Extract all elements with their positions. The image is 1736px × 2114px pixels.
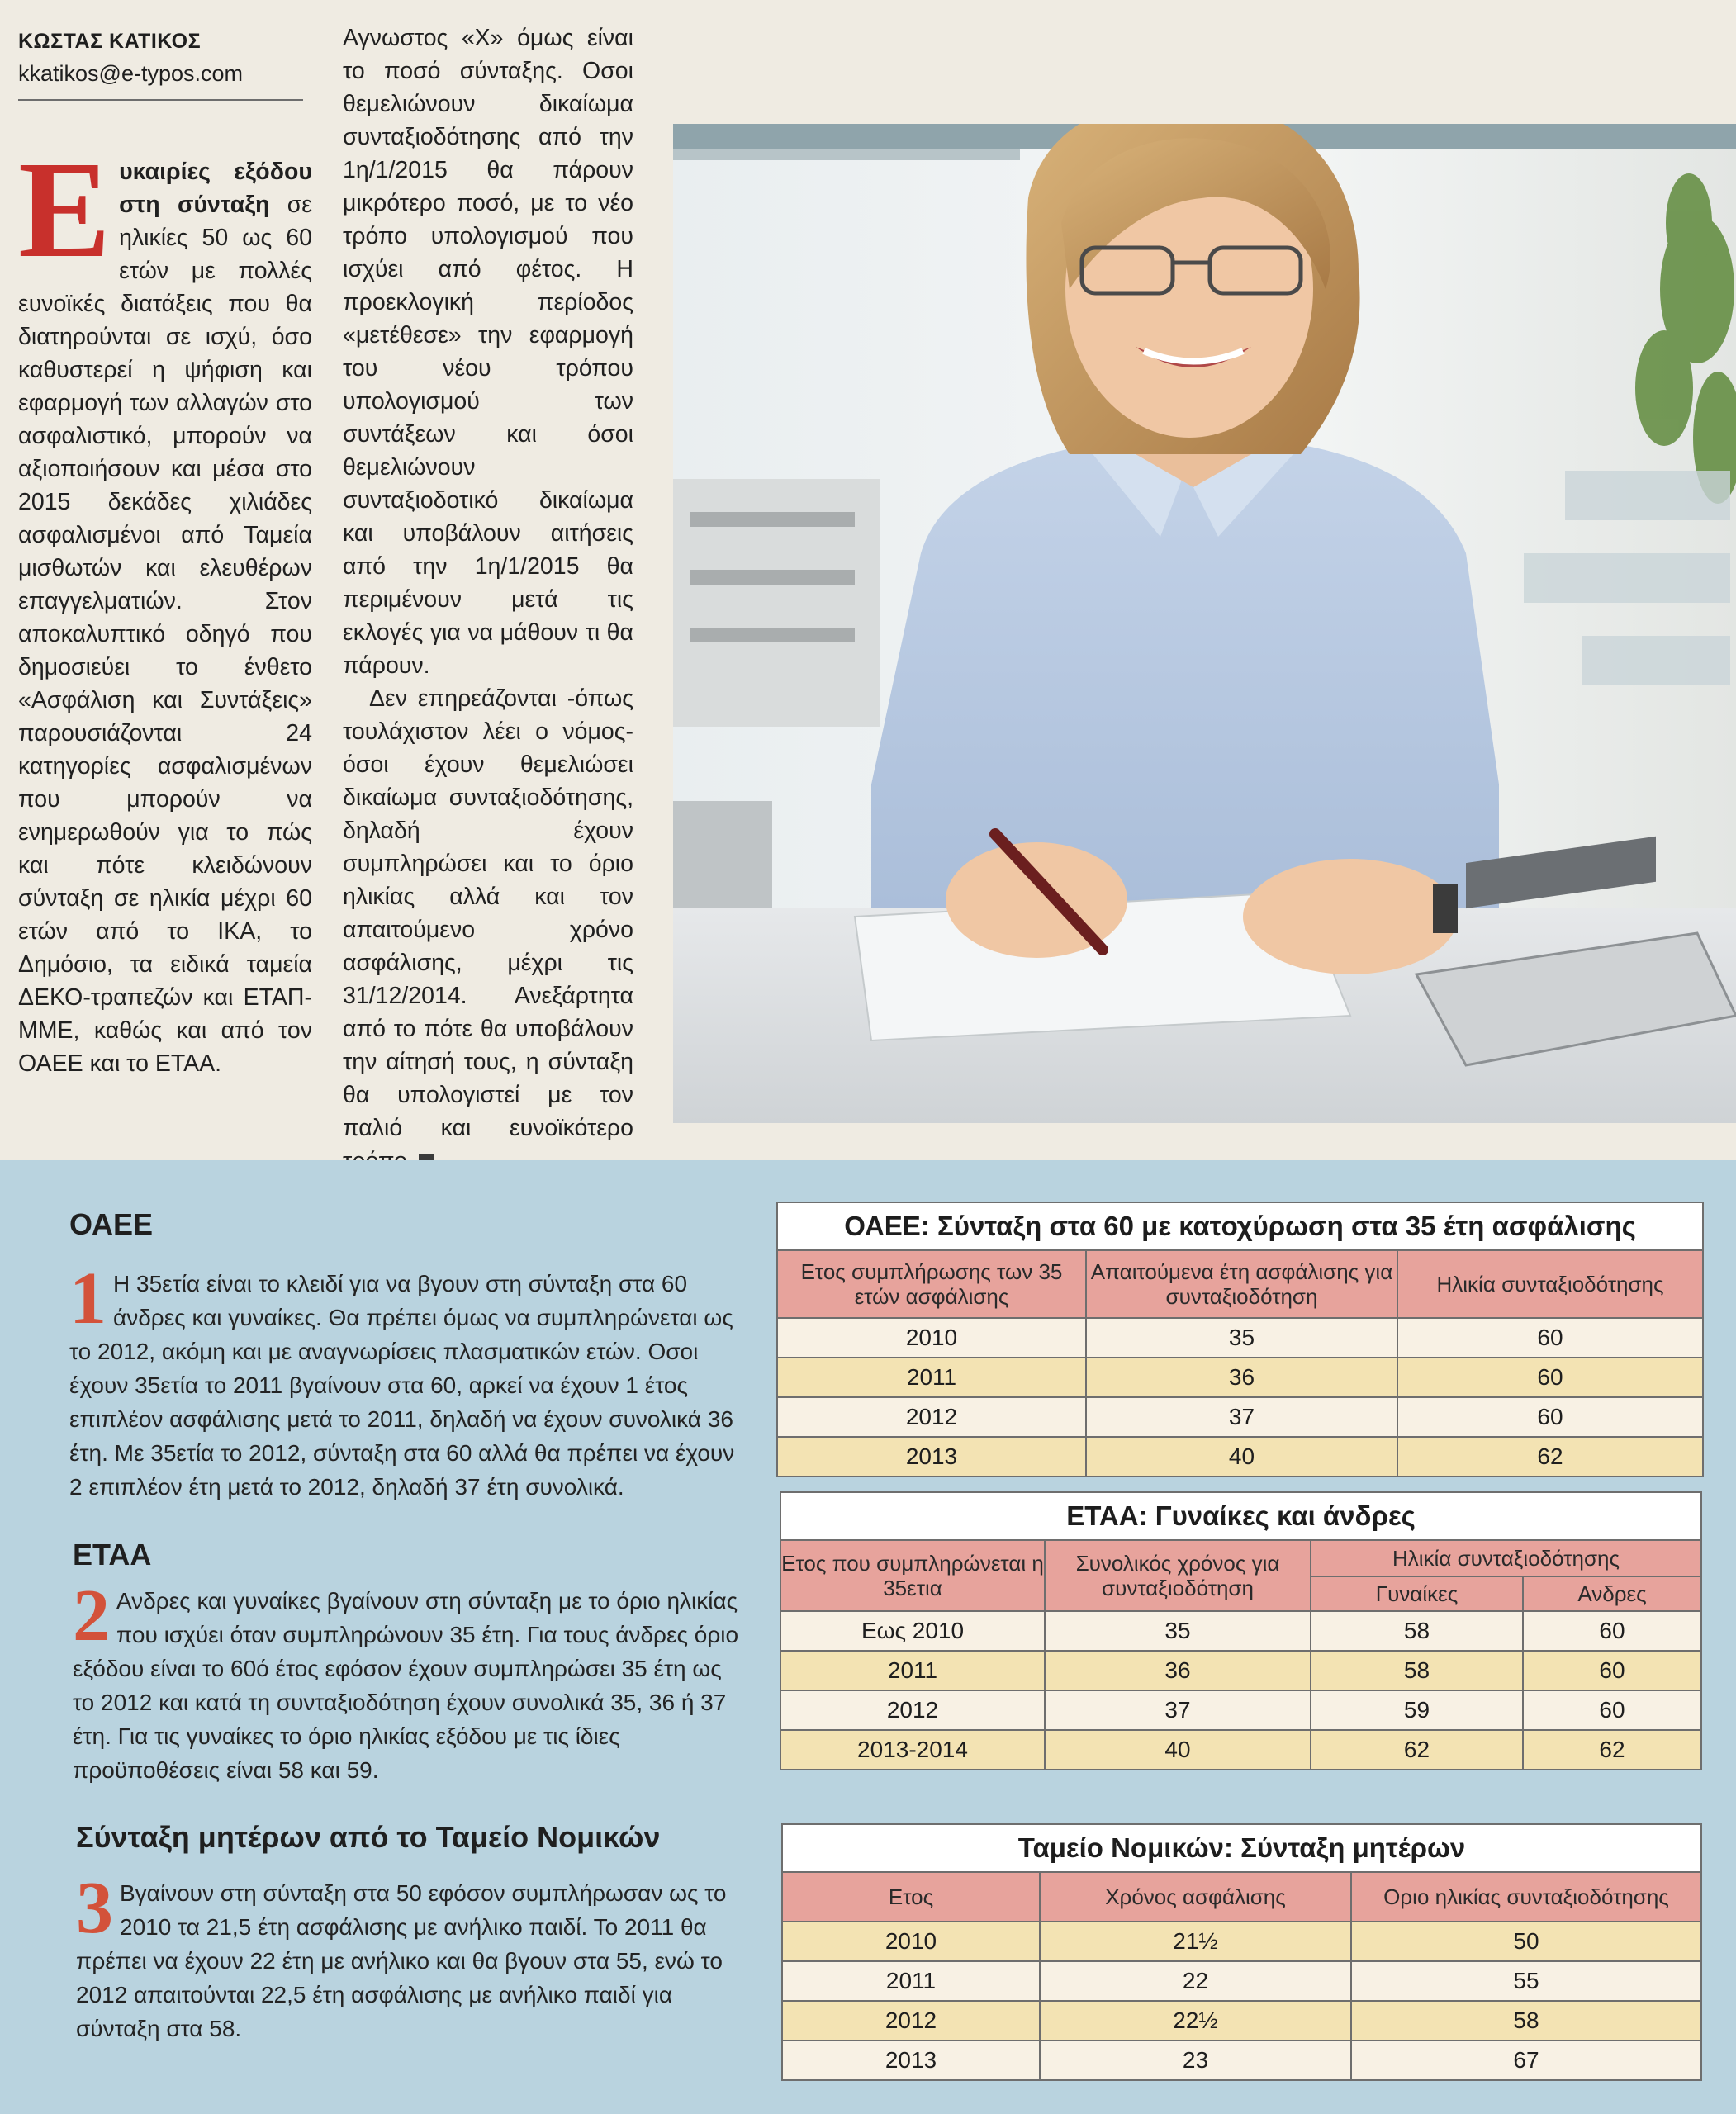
table-oaee xyxy=(776,1202,1704,1477)
byline-email[interactable]: kkatikos@e-typos.com xyxy=(18,61,243,86)
table-row xyxy=(780,1651,1701,1690)
table-cell: Εως 2010 xyxy=(780,1611,1045,1651)
table-header: Ηλικία συνταξιοδότησης xyxy=(1397,1250,1703,1318)
section-heading-nomikon: Σύνταξη μητέρων από το Ταμείο Νομικών xyxy=(76,1820,661,1854)
table-nomikon xyxy=(781,1823,1702,2081)
article-column-1 xyxy=(18,133,312,1080)
table-cell: 40 xyxy=(1045,1730,1311,1770)
table-cell: 58 xyxy=(1311,1611,1523,1651)
table-cell: 60 xyxy=(1397,1318,1703,1358)
table-header: Χρόνος ασφάλισης xyxy=(1040,1872,1351,1922)
table-cell: 22½ xyxy=(1040,2001,1351,2041)
table-cell: 2013-2014 xyxy=(780,1730,1045,1770)
table-row xyxy=(782,2041,1701,2080)
table-cell: 60 xyxy=(1523,1611,1701,1651)
table-cell: 36 xyxy=(1086,1358,1397,1397)
table-cell: 50 xyxy=(1351,1922,1701,1961)
table-cell: 2010 xyxy=(782,1922,1040,1961)
table-cell: 67 xyxy=(1351,2041,1701,2080)
table-row xyxy=(782,1922,1701,1961)
table-header: Ετος xyxy=(782,1872,1040,1922)
table-cell: 62 xyxy=(1397,1437,1703,1476)
table-header: Ετος συμπλήρωσης των 35 ετών ασφάλισης xyxy=(777,1250,1086,1318)
table-cell: 60 xyxy=(1523,1690,1701,1730)
woman-at-desk-illustration xyxy=(673,124,1736,1123)
article-photo xyxy=(673,124,1736,1123)
section-number: 1 xyxy=(69,1258,107,1339)
table-cell: 2013 xyxy=(777,1437,1086,1476)
table-header: Συνολικός χρόνος για συνταξιοδότηση xyxy=(1045,1540,1311,1611)
table-cell: 37 xyxy=(1086,1397,1397,1437)
table-cell: 62 xyxy=(1311,1730,1523,1770)
table-etaa xyxy=(780,1491,1702,1770)
section-body: Ανδρες και γυναίκες βγαίνουν στη σύνταξη με το όριο ηλικίας που ισχύει όταν συμπληρώνουν 35 έτη. Για τους άνδρες όριο εξόδου είναι το 60ό έτος εφόσον έχουν συμπληρώσει 35 έτη ως το 2012 και κατά τη συνταξιοδότηση έχουν συνολικά 35, 36 ή 37 έτη. Για τις γυναίκες το όριο ηλικίας εξόδου με τις ίδιες προϋποθέσεις είναι 58 και 59. xyxy=(73,1588,739,1783)
article-lead: υκαιρίες εξόδου στη σύνταξη xyxy=(119,159,312,218)
table-row xyxy=(780,1611,1701,1651)
table-header: Ηλικία συνταξιοδότησης xyxy=(1311,1540,1701,1576)
section-body: Βγαίνουν στη σύνταξη στα 50 εφόσον συμπλήρωσαν ως το 2010 τα 21,5 έτη ασφάλισης με ανήλικο παιδί. Το 2011 θα πρέπει να έχουν 22 έτη με ανήλικο και θα βγουν στα 55, ενώ το 2012 απαιτούνται 22,5 έτη ασφάλισης με ανήλικο παιδί για σύνταξη στα 58. xyxy=(76,1880,727,2041)
drop-cap: Ε xyxy=(18,133,111,287)
section-text-oaee xyxy=(69,1258,740,1504)
table-cell: 58 xyxy=(1351,2001,1701,2041)
table-cell: 59 xyxy=(1311,1690,1523,1730)
table-subheader: Ανδρες xyxy=(1523,1576,1701,1611)
table-header: Οριο ηλικίας συνταξιοδότησης xyxy=(1351,1872,1701,1922)
section-number: 2 xyxy=(73,1575,110,1657)
table-cell: 2012 xyxy=(777,1397,1086,1437)
table-cell: 2011 xyxy=(780,1651,1045,1690)
byline-divider xyxy=(18,99,303,101)
table-subheader: Γυναίκες xyxy=(1311,1576,1523,1611)
table-header: Απαιτούμενα έτη ασφάλισης για συνταξιοδότηση xyxy=(1086,1250,1397,1318)
article-paragraph: Αγνωστος «Χ» όμως είναι το ποσό σύνταξης. Οσοι θεμελιώνουν δικαίωμα συνταξιοδότησης από την 1η/1/2015 θα πάρουν μικρότερο ποσό, με το νέο τρόπο υπολογισμού που ισχύει από φέτος. Η προεκλογική περίοδος «μετέθεσε» την εφαρμογή του νέου τρόπου υπολογισμού των συντάξεων και όσοι θεμελιώνουν συνταξιοδοτικό δικαίωμα και υποβάλουν αιτήσεις από την 1η/1/2015 θα περιμένουν μετά τις εκλογές για να μάθουν τι θα πάρουν. xyxy=(343,25,633,679)
table-cell: 60 xyxy=(1397,1397,1703,1437)
table-cell: 2012 xyxy=(782,2001,1040,2041)
table-cell: 22 xyxy=(1040,1961,1351,2001)
table-cell: 35 xyxy=(1086,1318,1397,1358)
section-number: 3 xyxy=(76,1867,113,1949)
table-row xyxy=(777,1358,1703,1397)
table-title: Ταμείο Νομικών: Σύνταξη μητέρων xyxy=(782,1824,1701,1872)
table-row xyxy=(780,1690,1701,1730)
table-row xyxy=(777,1318,1703,1358)
article-paragraph xyxy=(343,682,633,1178)
section-heading-oaee: ΟΑΕΕ xyxy=(69,1207,154,1241)
byline-author: ΚΩΣΤΑΣ ΚΑΤΙΚΟΣ xyxy=(18,30,202,53)
section-heading-etaa: ΕΤΑΑ xyxy=(73,1538,152,1571)
article-column-2 xyxy=(343,21,633,1178)
table-cell: 2010 xyxy=(777,1318,1086,1358)
table-cell: 60 xyxy=(1523,1651,1701,1690)
table-row xyxy=(782,1961,1701,2001)
section-text-nomikon xyxy=(76,1867,747,2045)
table-cell: 2013 xyxy=(782,2041,1040,2080)
table-cell: 62 xyxy=(1523,1730,1701,1770)
table-cell: 2011 xyxy=(782,1961,1040,2001)
table-row xyxy=(782,2001,1701,2041)
table-cell: 58 xyxy=(1311,1651,1523,1690)
table-row xyxy=(780,1730,1701,1770)
table-cell: 35 xyxy=(1045,1611,1311,1651)
table-title: ΟΑΕΕ: Σύνταξη στα 60 με κατοχύρωση στα 35 έτη ασφάλισης xyxy=(777,1202,1703,1250)
table-row xyxy=(777,1397,1703,1437)
table-cell: 2011 xyxy=(777,1358,1086,1397)
table-cell: 55 xyxy=(1351,1961,1701,2001)
table-cell: 21½ xyxy=(1040,1922,1351,1961)
table-cell: 36 xyxy=(1045,1651,1311,1690)
table-cell: 60 xyxy=(1397,1358,1703,1397)
section-text-etaa xyxy=(73,1575,743,1787)
section-body: Η 35ετία είναι το κλειδί για να βγουν στη σύνταξη στα 60 άνδρες και γυναίκες. Θα πρέπει όμως να συμπληρώνεται ως το 2012, ακόμη και με αναγνωρίσεις πλασματικών ετών. Οσοι έχουν 35ετία το 2011 βγαίνουν στα 60, αρκεί να έχουν 1 έτος επιπλέον ασφάλισης μετά το 2011, δηλαδή να έχουν συνολικά 36 έτη. Με 35ετία το 2012, σύνταξη στα 60 αλλά θα πρέπει να έχουν 2 επιπλέον έτη μετά το 2012, δηλαδή 37 έτη συνολικά. xyxy=(69,1271,735,1500)
table-cell: 2012 xyxy=(780,1690,1045,1730)
article-paragraph-text: Δεν επηρεάζονται -όπως τουλάχιστον λέει ο νόμος- όσοι έχουν θεμελιώσει δικαίωμα συνταξιοδότησης, δηλαδή έχουν συμπληρώσει και το όριο ηλικίας αλλά και τον απαιτούμενο χρόνο ασφάλισης, μέχρι τις 31/12/2014. Ανεξάρτητα από το πότε θα υποβάλουν την αίτησή τους, η σύνταξη θα υπολογιστεί με τον παλιό και ευνοϊκότερο xyxy=(343,685,633,1141)
table-header: Ετος που συμπληρώνεται η 35ετια xyxy=(780,1540,1045,1611)
table-cell: 37 xyxy=(1045,1690,1311,1730)
table-row xyxy=(777,1437,1703,1476)
table-title: ΕΤΑΑ: Γυναίκες και άνδρες xyxy=(780,1492,1701,1540)
article-col1-text: σε ηλικίες 50 ως 60 ετών με πολλές ευνοϊκές διατάξεις που θα διατηρούνται σε ισχύ, όσο καθυστερεί η ψήφιση και εφαρμογή των αλλαγών στο ασφαλιστικό, μπορούν να αξιοποιήσουν και μέσα στο 2015 δεκάδες χιλιάδες ασφαλισμένοι από Ταμεία μισθωτών και ελευθέρων επαγγελματιών. Στον αποκαλυπτικό οδηγό που δημοσιεύει το ένθετο «Ασφάλιση και Συντάξεις» παρουσιάζονται 24 κατηγορίες ασφαλισμένων που μπορούν να ενημερωθούν για το πώς και πότε κλειδώνουν σύνταξη σε ηλικία μέχρι 60 ετών από το ΙΚΑ, το Δημόσιο, τα ειδικά ταμεία ΔΕΚΟ-τραπεζών και ΕΤΑΠ-ΜΜΕ, καθώς και από τον ΟΑΕΕ και το ΕΤΑΑ. xyxy=(18,192,312,1077)
table-cell: 23 xyxy=(1040,2041,1351,2080)
table-cell: 40 xyxy=(1086,1437,1397,1476)
